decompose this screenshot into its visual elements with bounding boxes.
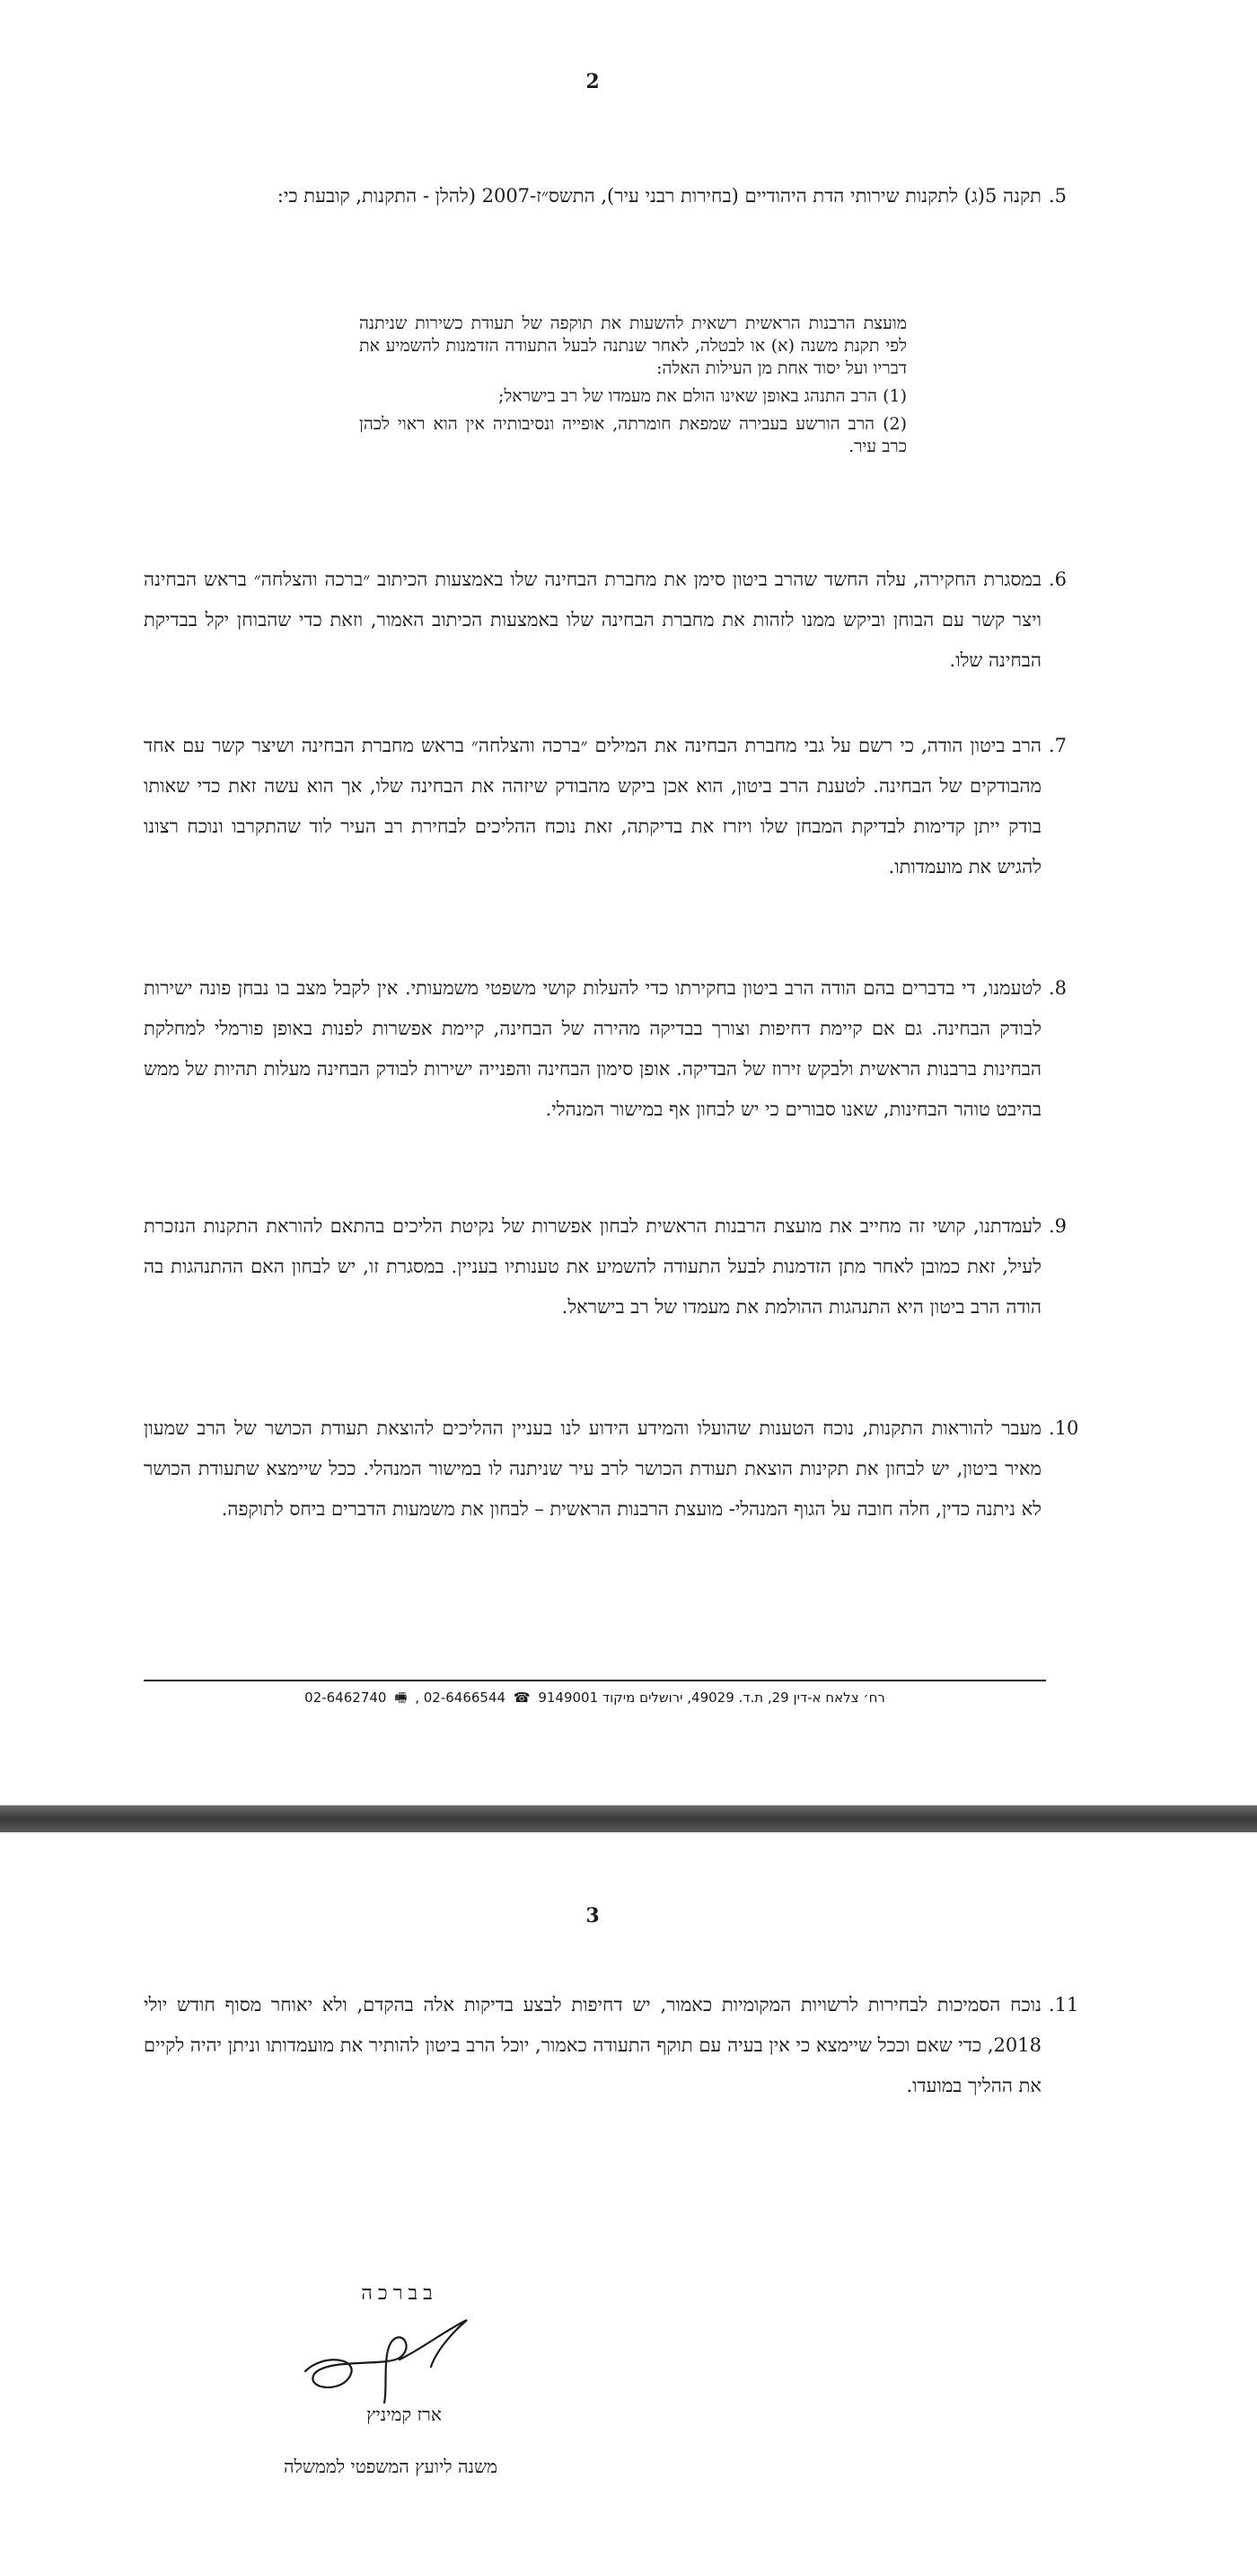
page-2-content: [144, 0, 1079, 1707]
quote-clause-2: (2) הרב הורשע בעבירה שמפאת חומרתה, אופייה ונסיבותיה אין הוא ראוי לכהן כרב עיר.: [359, 414, 907, 456]
quote-intro: מועצת הרבנות הראשית רשאית להשעות את תוקפה של תעודת כשירות שניתנה לפי תקנת משנה (א) או לבטלה, לאחר שנתנה לבעל התעודה הזדמנות להשמיע את דבריו ועל יסוד אחת מן העילות האלה:: [359, 313, 907, 378]
section-text: נוכח הסמיכות לבחירות לרשויות המקומיות כאמור, יש דחיפות לבצע בדיקות אלה בהקדם, ולא יאוחר מסוף חודש יולי 2018, כדי שאם וככל שיימצא כי אין בעיה עם תוקף התעודה כאמור, יוכל הרב ביטון להותיר את מועמדותו וניתן יהיה לקיים את ההליך במועדו.: [144, 1994, 1042, 2096]
section-text: מעבר להוראות התקנות, נוכח הטענות שהועלו והמידע הידוע לנו בעניין ההליכים להוצאת תעודת הכושר של הרב שמעון מאיר ביטון, יש לבחון את תקינות הוצאת תעודת הכושר לרב עיר שניתנה לו במישור המנהלי. ככל שיימצא שתעודת הכושר לא ניתנה כדין, חלה חובה על הגוף המנהלי- מועצת הרבנות הראשית – לבחון את משמעות הדברים ביחס לתוקפה.: [144, 1417, 1042, 1520]
section-text: לעמדתנו, קושי זה מחייב את מועצת הרבנות הראשית לבחון אפשרות של נקיטת הליכים בהתאם להוראת התקנות הנזכרת לעיל, זאת כמובן לאחר מתן הזדמנות לבעל התעודה להשמיע את טענותיו בעניין. במסגרת זו, יש לבחון האם ההתנהגות בה הודה הרב ביטון היא התנהגות ההולמת את מעמדו של רב בישראל.: [144, 1215, 1042, 1318]
footer-divider: [144, 1680, 1046, 1681]
section-number: .7: [1049, 735, 1068, 756]
quote-clause-1: (1) הרב התנהג באופן שאינו הולם את מעמדו של רב בישראל;: [498, 386, 907, 406]
footer-contact: רח׳ צלאח א-דין 29, ת.ד. 49029, ירושלים מיקוד 9149001 ☎ 02-6466544 , 🖷 02-6462740: [144, 1689, 1046, 1711]
section-text: הרב ביטון הודה, כי רשם על גבי מחברת הבחינה את המילים ״ברכה והצלחה״ בראש מחברת הבחינה ושיצר קשר עם אחד מהבודקים של הבחינה. לטענת הרב ביטון, הוא אכן ביקש מהבודק שיזהה את הבחינה שלו, אך הוא עשה זאת כדי שאותו בודק ייתן קדימות לבדיקת המבחן שלו ויזרז את בדיקתה, זאת נוכח ההליכים לבחירת רב העיר לוד שהתקרבו ונוכח רצונו להגיש את מועמדותו.: [144, 735, 1042, 878]
signer-title: משנה ליועץ המשפטי לממשלה: [284, 2456, 497, 2477]
section-number: .10: [1049, 1417, 1079, 1439]
closing-greeting: בברכה: [361, 2282, 438, 2305]
handwritten-signature: [287, 2304, 494, 2412]
phone-icon: ☎: [513, 1689, 531, 1706]
section-text: לטעמנו, די בדברים בהם הודה הרב ביטון בחקירתו כדי להעלות קושי משפטי משמעותי. אין לקבל מצב בו נבחן פונה ישירות לבודק הבחינה. גם אם קיימת דחיפות וצורך בבדיקה מהירה של הבחינה, קיימת אפשרות לפנות באופן פורמלי למחלקת הבחינות ברבנות הראשית ולבקש זירוז של הבדיקה. אופן סימון הבחינה והפנייה ישירות לבודק הבחינה מעלות תהיות של ממש בהיבט טוהר הבחינות, שאנו סבורים כי יש לבחון אף במישור המנהלי.: [144, 977, 1042, 1120]
section-number: .11: [1049, 1994, 1079, 2016]
section-7: [144, 726, 1068, 887]
document-page-3: [0, 1832, 1257, 2576]
footer-fax: 02-6462740: [304, 1689, 387, 1706]
section-10: [144, 1408, 1079, 1530]
section-8: [144, 968, 1068, 1130]
section-5: [144, 176, 1068, 216]
signer-name: ארז קמיניץ: [366, 2404, 442, 2425]
section-11: [144, 1985, 1079, 2106]
section-number: .8: [1049, 977, 1068, 999]
section-6: [144, 560, 1068, 681]
fax-icon: 🖷: [394, 1689, 408, 1706]
page-number: 2: [585, 70, 600, 93]
section-number: .9: [1049, 1215, 1068, 1237]
section-number: .5: [1049, 185, 1068, 207]
footer-phone: 02-6466544: [423, 1689, 506, 1706]
section-text: במסגרת החקירה, עלה החשד שהרב ביטון סימן את מחברת הבחינה שלו באמצעות הכיתוב ״ברכה והצלחה״ בראש הבחינה ויצר קשר עם הבוחן וביקש ממנו לזהות את מחברת הבחינה שלו באמצעות הכיתוב האמור, וזאת כדי שהבוחן יקל בבדיקת הבחינה שלו.: [144, 569, 1042, 671]
footer-address: רח׳ צלאח א-דין 29, ת.ד. 49029, ירושלים מיקוד 9149001: [538, 1689, 885, 1706]
page-number: 3: [585, 1904, 600, 1928]
section-number: .6: [1049, 569, 1068, 590]
section-text: תקנה 5(ג) לתקנות שירותי הדת היהודיים (בחירות רבני עיר), התשס״ז-2007 (להלן - התקנות, קובעת כי:: [277, 185, 1042, 207]
page-separator: [0, 1805, 1257, 1832]
page-3-content: [144, 1832, 1079, 2102]
section-9: [144, 1206, 1068, 1328]
regulation-quote: [359, 313, 907, 458]
